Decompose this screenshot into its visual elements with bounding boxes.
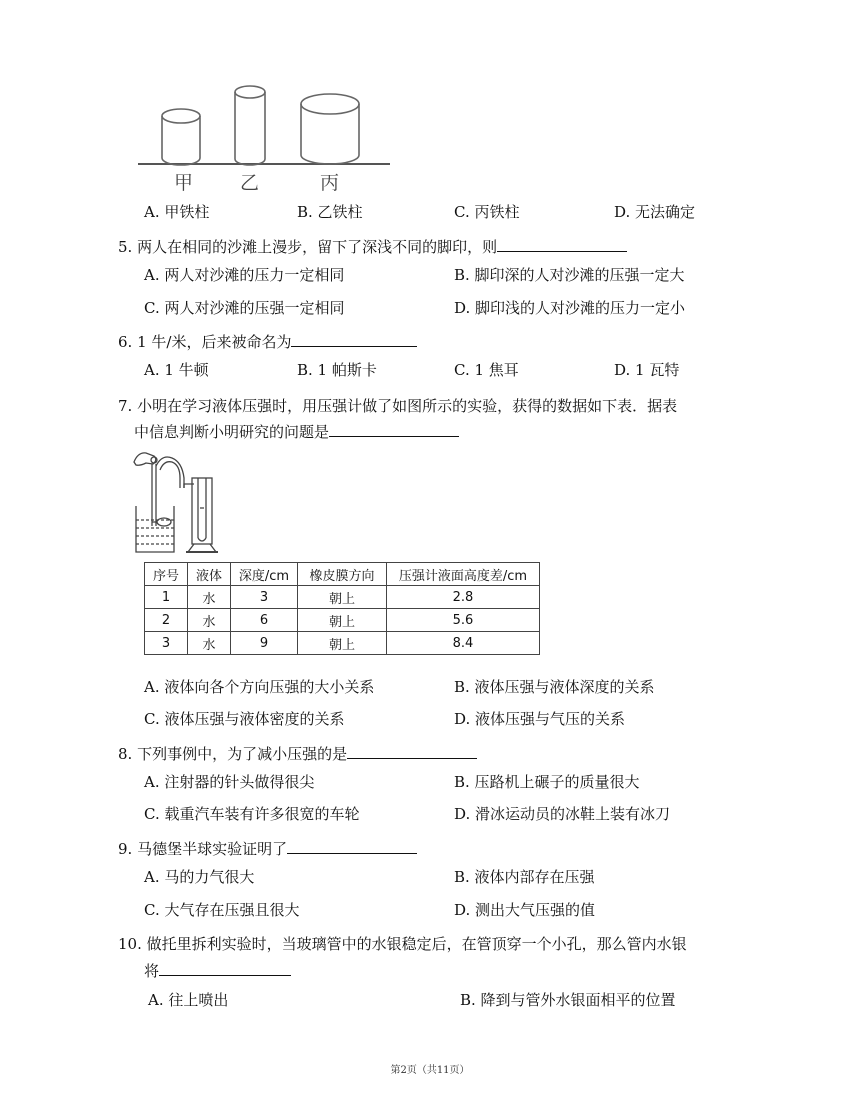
table-header-cell: 橡皮膜方向 <box>298 563 387 586</box>
q7-option-c[interactable]: C. 液体压强与液体密度的关系 <box>144 710 345 728</box>
q5-option-a[interactable]: A. 两人对沙滩的压力一定相同 <box>144 266 345 284</box>
q7-answer-blank[interactable] <box>329 421 459 437</box>
q4-option-c[interactable]: C. 丙铁柱 <box>454 203 520 221</box>
cylinder-label-yi: 乙 <box>240 172 260 194</box>
q7-data-table <box>144 562 540 655</box>
table-cell: 水 <box>188 632 231 655</box>
cylinder-label-jia: 甲 <box>174 172 194 194</box>
q7-stem-line2 <box>134 421 459 442</box>
table-row <box>145 586 540 609</box>
q5-stem <box>118 236 627 257</box>
q4-option-a[interactable]: A. 甲铁柱 <box>144 203 210 221</box>
q7-stem-line2-text: 中信息判断小明研究的问题是 <box>134 423 330 441</box>
q8-answer-blank[interactable] <box>347 743 477 759</box>
q7-option-b[interactable]: B. 液体压强与液体深度的关系 <box>454 678 655 696</box>
q9-option-d[interactable]: D. 测出大气压强的值 <box>454 901 596 919</box>
q8-option-d[interactable]: D. 滑冰运动员的冰鞋上装有冰刀 <box>454 805 671 823</box>
table-cell: 2.8 <box>387 586 540 609</box>
q9-option-b[interactable]: B. 液体内部存在压强 <box>454 868 595 886</box>
q6-stem-text: 6. 1 牛/米，后来被命名为 <box>118 333 292 351</box>
table-header-row <box>145 563 540 586</box>
cylinder-label-bing: 丙 <box>320 172 340 194</box>
q9-stem-text: 9. 马德堡半球实验证明了 <box>118 840 288 858</box>
q6-option-b[interactable]: B. 1 帕斯卡 <box>297 361 377 379</box>
table-cell: 3 <box>145 632 188 655</box>
pressure-gauge-figure <box>132 448 232 558</box>
q8-option-c[interactable]: C. 载重汽车装有许多很宽的车轮 <box>144 805 360 823</box>
q8-option-b[interactable]: B. 压路机上碾子的质量很大 <box>454 773 640 791</box>
q4-option-d[interactable]: D. 无法确定 <box>614 203 696 221</box>
table-cell: 水 <box>188 609 231 632</box>
q5-option-d[interactable]: D. 脚印浅的人对沙滩的压力一定小 <box>454 299 686 317</box>
q10-stem-line2-text: 将 <box>144 962 160 980</box>
page-footer: 第2页（共11页） <box>390 1065 470 1076</box>
table-header-cell: 深度/cm <box>231 563 298 586</box>
q10-option-a[interactable]: A. 往上喷出 <box>148 991 229 1009</box>
q8-stem-text: 8. 下列事例中，为了减小压强的是 <box>118 745 348 763</box>
table-row <box>145 632 540 655</box>
table-cell: 8.4 <box>387 632 540 655</box>
q10-stem-line1: 10. 做托里拆利实验时，当玻璃管中的水银稳定后，在管顶穿一个小孔，那么管内水银 <box>118 935 687 953</box>
q7-option-d[interactable]: D. 液体压强与气压的关系 <box>454 710 626 728</box>
q6-option-c[interactable]: C. 1 焦耳 <box>454 361 519 379</box>
table-cell: 朝上 <box>298 586 387 609</box>
table-cell: 2 <box>145 609 188 632</box>
q6-stem <box>118 331 417 352</box>
q5-option-c[interactable]: C. 两人对沙滩的压强一定相同 <box>144 299 345 317</box>
cylinder-jia <box>162 109 200 165</box>
q6-option-a[interactable]: A. 1 牛顿 <box>144 361 209 379</box>
table-cell: 3 <box>231 586 298 609</box>
cylinder-yi <box>235 86 265 165</box>
q10-answer-blank[interactable] <box>159 960 291 976</box>
q5-stem-text: 5. 两人在相同的沙滩上漫步，留下了深浅不同的脚印，则 <box>118 238 498 256</box>
table-row <box>145 609 540 632</box>
q9-stem <box>118 838 417 859</box>
table-cell: 1 <box>145 586 188 609</box>
table-cell: 水 <box>188 586 231 609</box>
q5-answer-blank[interactable] <box>497 236 627 252</box>
q7-stem-line1: 7. 小明在学习液体压强时，用压强计做了如图所示的实验，获得的数据如下表．据表 <box>118 397 678 415</box>
q7-option-a[interactable]: A. 液体向各个方向压强的大小关系 <box>144 678 375 696</box>
table-cell: 朝上 <box>298 609 387 632</box>
q8-option-a[interactable]: A. 注射器的针头做得很尖 <box>144 773 315 791</box>
table-header-cell: 液体 <box>188 563 231 586</box>
q5-option-b[interactable]: B. 脚印深的人对沙滩的压强一定大 <box>454 266 685 284</box>
table-cell: 5.6 <box>387 609 540 632</box>
table-header-cell: 序号 <box>145 563 188 586</box>
table-cell: 朝上 <box>298 632 387 655</box>
q10-stem-line2 <box>144 960 291 981</box>
q6-option-d[interactable]: D. 1 瓦特 <box>614 361 680 379</box>
q9-answer-blank[interactable] <box>287 838 417 854</box>
q6-answer-blank[interactable] <box>291 331 417 347</box>
q8-stem <box>118 743 477 764</box>
table-cell: 9 <box>231 632 298 655</box>
cylinder-bing <box>301 94 359 164</box>
q9-option-a[interactable]: A. 马的力气很大 <box>144 868 255 886</box>
q9-option-c[interactable]: C. 大气存在压强且很大 <box>144 901 300 919</box>
table-cell: 6 <box>231 609 298 632</box>
q4-option-b[interactable]: B. 乙铁柱 <box>297 203 363 221</box>
q10-option-b[interactable]: B. 降到与管外水银面相平的位置 <box>460 991 676 1009</box>
table-header-cell: 压强计液面高度差/cm <box>387 563 540 586</box>
